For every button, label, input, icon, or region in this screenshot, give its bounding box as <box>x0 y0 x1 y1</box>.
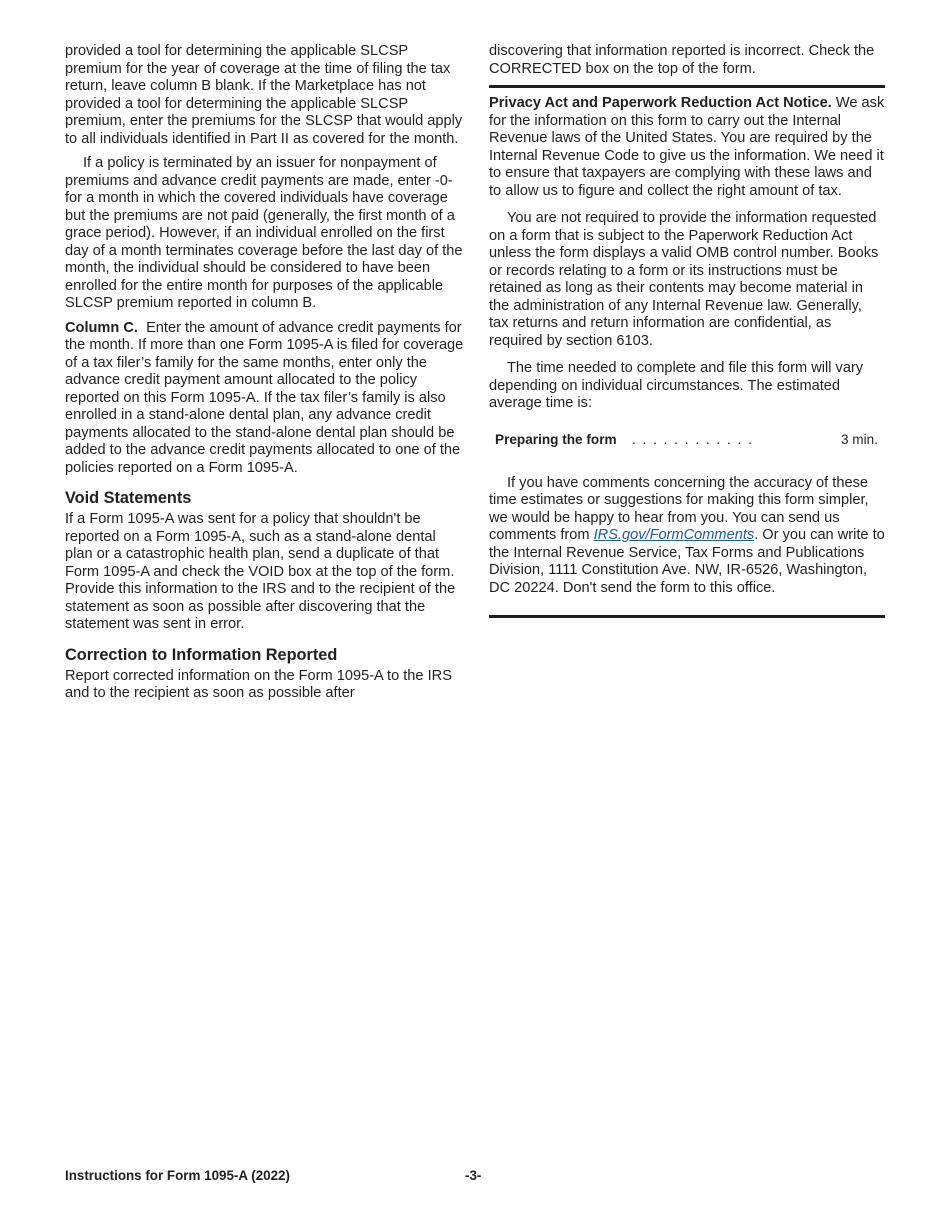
comments-text-before: If you have comments concerning the accuracy of these time estimates or suggestions for making this form simpler, we would be happy to hear from you. You can send us comments from <box>489 474 869 543</box>
column-c-label: Column C. <box>65 319 138 336</box>
comments-paragraph <box>489 475 885 598</box>
slcsp-paragraph: provided a tool for determining the applicable SLCSP premium for the year of coverage at the time of filing the tax return, leave column B blank. If the Marketplace has not provided a tool for determining the applicable SLCSP premium, enter the premiums for the SLCSP that would apply to all individuals identified in Part II as covered for the month. <box>65 43 463 147</box>
section-divider <box>489 85 885 88</box>
omb-paragraph: You are not required to provide the information requested on a form that is subject to the Paperwork Reduction Act unless the form displays a valid OMB control number. Books or records relating to a form or its instructions must be retained as long as their contents may become material in the administration of any Internal Revenue law. Generally, tax returns and return information are confidential, as required by section 6103. <box>489 210 879 349</box>
time-estimate-label: Preparing the form <box>495 431 617 447</box>
time-estimate-paragraph: The time needed to complete and file this form will vary depending on individual circumstances. The estimated average time is: <box>489 360 864 411</box>
corrected-continued-text: discovering that information reported is incorrect. Check the CORRECTED box on the top of the form. <box>489 43 875 77</box>
privacy-heading: Privacy Act and Paperwork Reduction Act Notice. <box>489 95 832 111</box>
end-divider <box>489 615 885 618</box>
page-number: -3- <box>465 1168 482 1183</box>
void-statements-text: If a Form 1095-A was sent for a policy that shouldn't be reported on a Form 1095-A, such as a stand-alone dental plan or a catastrophic health plan, send a duplicate of that Form 1095-A and check the VOID box at the top of the form. Provide this information to the IRS and to the recipient of the statement as soon as possible after discovering that the statement was sent in error. <box>65 511 456 632</box>
leader-dots: . . . . . . . . . . . . <box>632 431 754 447</box>
time-estimate-value: 3 min. <box>840 431 878 447</box>
column-c-text: Enter the amount of advance credit payments for the month. If more than one Form 1095-A is filed for coverage of a tax filer’s family for the same months, enter only the advance credit payment amount allocated to the policy reported on this Form 1095-A. If the tax filer’s family is also enrolled in a stand-alone dental plan, any advance credit payments allocated to the stand-alone dental plan should be added to the advance credit payments allocated to one of the policies reported on a Form 1095-A. <box>65 319 464 476</box>
form-comments-link[interactable]: IRS.gov/FormComments <box>593 527 755 543</box>
time-estimate-row <box>489 427 885 447</box>
privacy-text: We ask for the information on this form to carry out the Internal Revenue laws of the United States. You are required by the Internal Revenue Code to give us the information. We need it to ensure that taxpayers are complying with these laws and to allow us to figure and collect the right amount of tax. <box>489 95 885 199</box>
terminated-policy-paragraph: If a policy is terminated by an issuer for nonpayment of premiums and advance credit payments are made, enter -0- for a month in which the covered individuals have coverage but the premiums are not paid (generally, the first month of a grace period). However, if an individual enrolled on the first day of a month terminates coverage before the last day of the month, the individual should be considered to have been enrolled for the entire month for purposes of the applicable SLCSP premium reported in column B. <box>65 155 463 311</box>
left-column <box>65 43 465 710</box>
correction-heading: Correction to Information Reported <box>65 645 338 664</box>
column-c-paragraph <box>65 320 465 478</box>
right-column <box>489 43 885 618</box>
privacy-paragraph <box>489 95 885 200</box>
correction-text: Report corrected information on the Form 1095-A to the IRS and to the recipient as soon as possible after <box>65 667 452 701</box>
footer-title: Instructions for Form 1095-A (2022) <box>65 1168 290 1183</box>
comments-text-after: . Or you can write to the Internal Revenue Service, Tax Forms and Publications Division, 1111 Constitution Ave. NW, IR-6526, Washington, DC 20224. Don't send the form to this office. <box>489 527 885 596</box>
void-statements-heading: Void Statements <box>65 489 192 507</box>
